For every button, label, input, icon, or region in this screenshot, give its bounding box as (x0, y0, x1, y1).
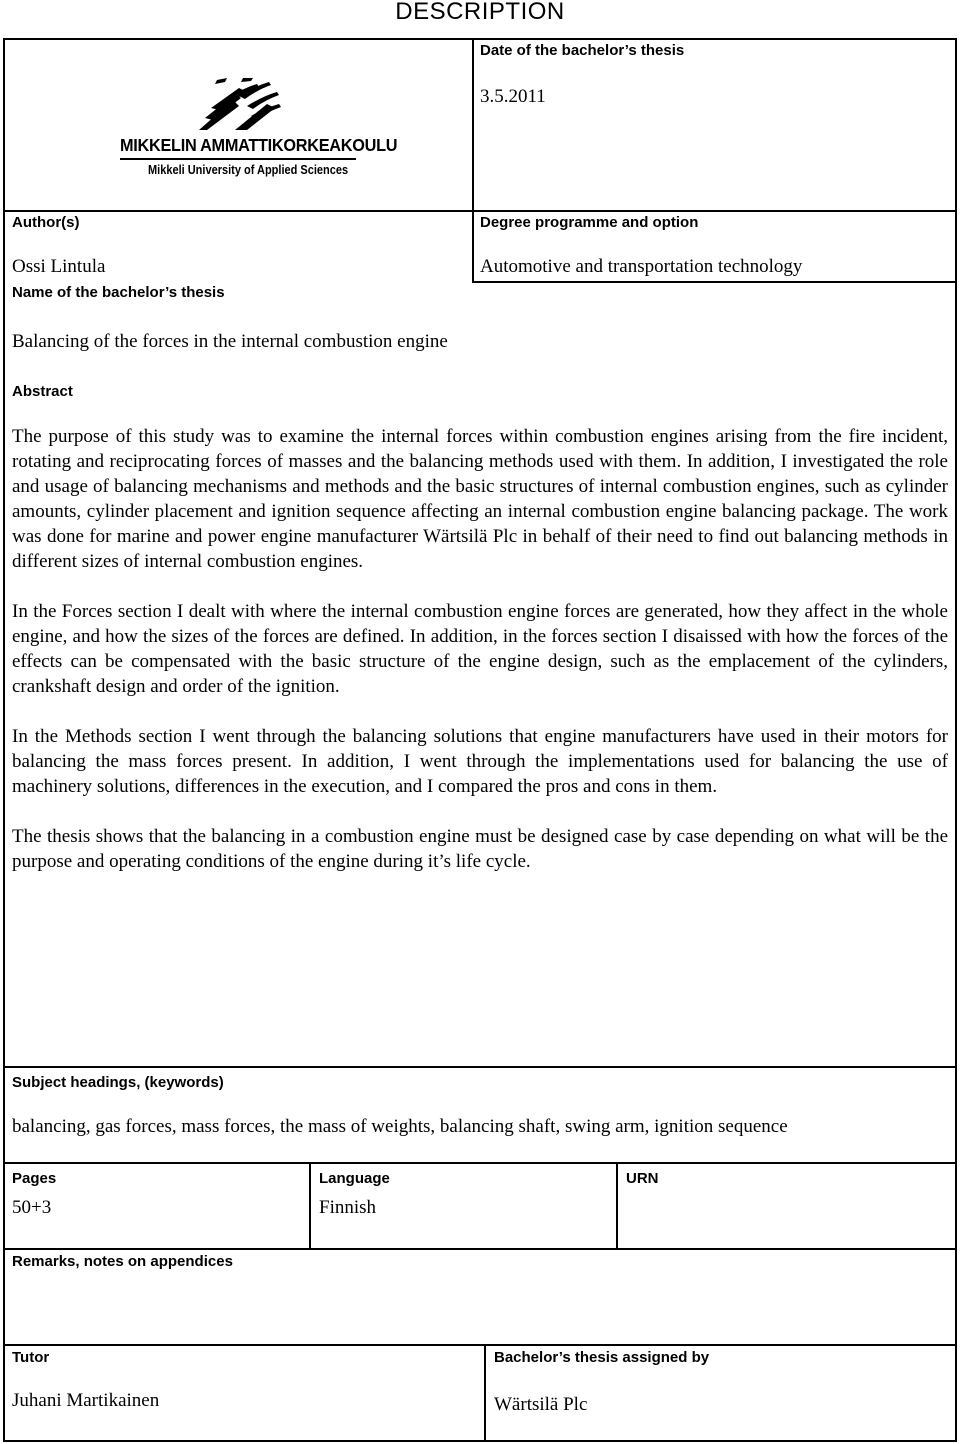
assigned-by-value: Wärtsilä Plc (494, 1394, 588, 1415)
logo-name-sub: Mikkeli University of Applied Sciences (148, 163, 349, 177)
pages-label: Pages (12, 1170, 57, 1187)
language-label: Language (319, 1170, 390, 1187)
abstract-paragraph: The purpose of this study was to examine the internal forces within combustion engines arising from the fire incident, rotating and reciprocating forces of masses and the balancing methods used with them. In addition, I investigated the role and usage of balancing mechanisms and methods and the basic structures of internal combustion engines, such as cylinder amounts, cylinder placement and ignition sequence affecting an internal combustion engine balancing package. The work was done for marine and power engine manufacturer Wärtsilä Plc in behalf of their need to find out balancing methods in different sizes of internal combustion engines. (12, 426, 948, 572)
divider (3, 1066, 957, 1068)
divider (3, 1344, 957, 1346)
author-label: Author(s) (12, 214, 80, 231)
urn-label: URN (626, 1170, 659, 1187)
abstract-paragraph: In the Methods section I went through the balancing solutions that engine manufacturers have used in their motors for balancing the mass forces present. In addition, I went through the implementations used for balancing the use of machinery solutions, differences in the execution, and I compared the pros and cons in them. (12, 726, 948, 797)
divider (472, 38, 474, 283)
divider (472, 281, 957, 283)
keywords-value: balancing, gas forces, mass forces, the mass of weights, balancing shaft, swing arm, ignition sequence (12, 1116, 788, 1137)
author-value: Ossi Lintula (12, 256, 106, 277)
date-value: 3.5.2011 (480, 86, 546, 107)
document-title: DESCRIPTION (395, 0, 565, 25)
logo-underline (120, 158, 356, 160)
degree-value: Automotive and transportation technology (480, 256, 803, 277)
pages-value: 50+3 (12, 1197, 52, 1218)
date-label: Date of the bachelor’s thesis (480, 42, 685, 59)
thesis-name-value: Balancing of the forces in the internal combustion engine (12, 331, 448, 352)
logo-name-main: MIKKELIN AMMATTIKORKEAKOULU (120, 135, 398, 155)
keywords-label: Subject headings, (keywords) (12, 1074, 224, 1091)
remarks-label: Remarks, notes on appendices (12, 1253, 233, 1270)
abstract-paragraph: In the Forces section I dealt with where the internal combustion engine forces are generated, how they affect in the whole engine, and how the sizes of the forces are defined. In addition, in the forces section I disaissed with how the forces of the effects can be compensated with the basic structure of the engine design, such as the emplacement of the cylinders, crankshaft design and order of the ignition. (12, 601, 948, 697)
degree-label: Degree programme and option (480, 214, 699, 231)
divider (484, 1344, 486, 1442)
divider (309, 1162, 311, 1249)
divider (3, 210, 957, 212)
divider (3, 1248, 957, 1250)
abstract-label: Abstract (12, 383, 73, 400)
abstract-paragraph: The thesis shows that the balancing in a combustion engine must be designed case by case depending on what will be the purpose and operating conditions of the engine during it’s life cycle. (12, 826, 948, 872)
tutor-value: Juhani Martikainen (12, 1390, 160, 1411)
thesis-name-label: Name of the bachelor’s thesis (12, 284, 225, 301)
divider (616, 1162, 618, 1249)
language-value: Finnish (319, 1197, 377, 1218)
abstract-body (12, 424, 948, 899)
assigned-by-label: Bachelor’s thesis assigned by (494, 1349, 710, 1366)
divider (3, 1162, 957, 1164)
tutor-label: Tutor (12, 1349, 50, 1366)
logo-emblem-icon (195, 78, 285, 132)
